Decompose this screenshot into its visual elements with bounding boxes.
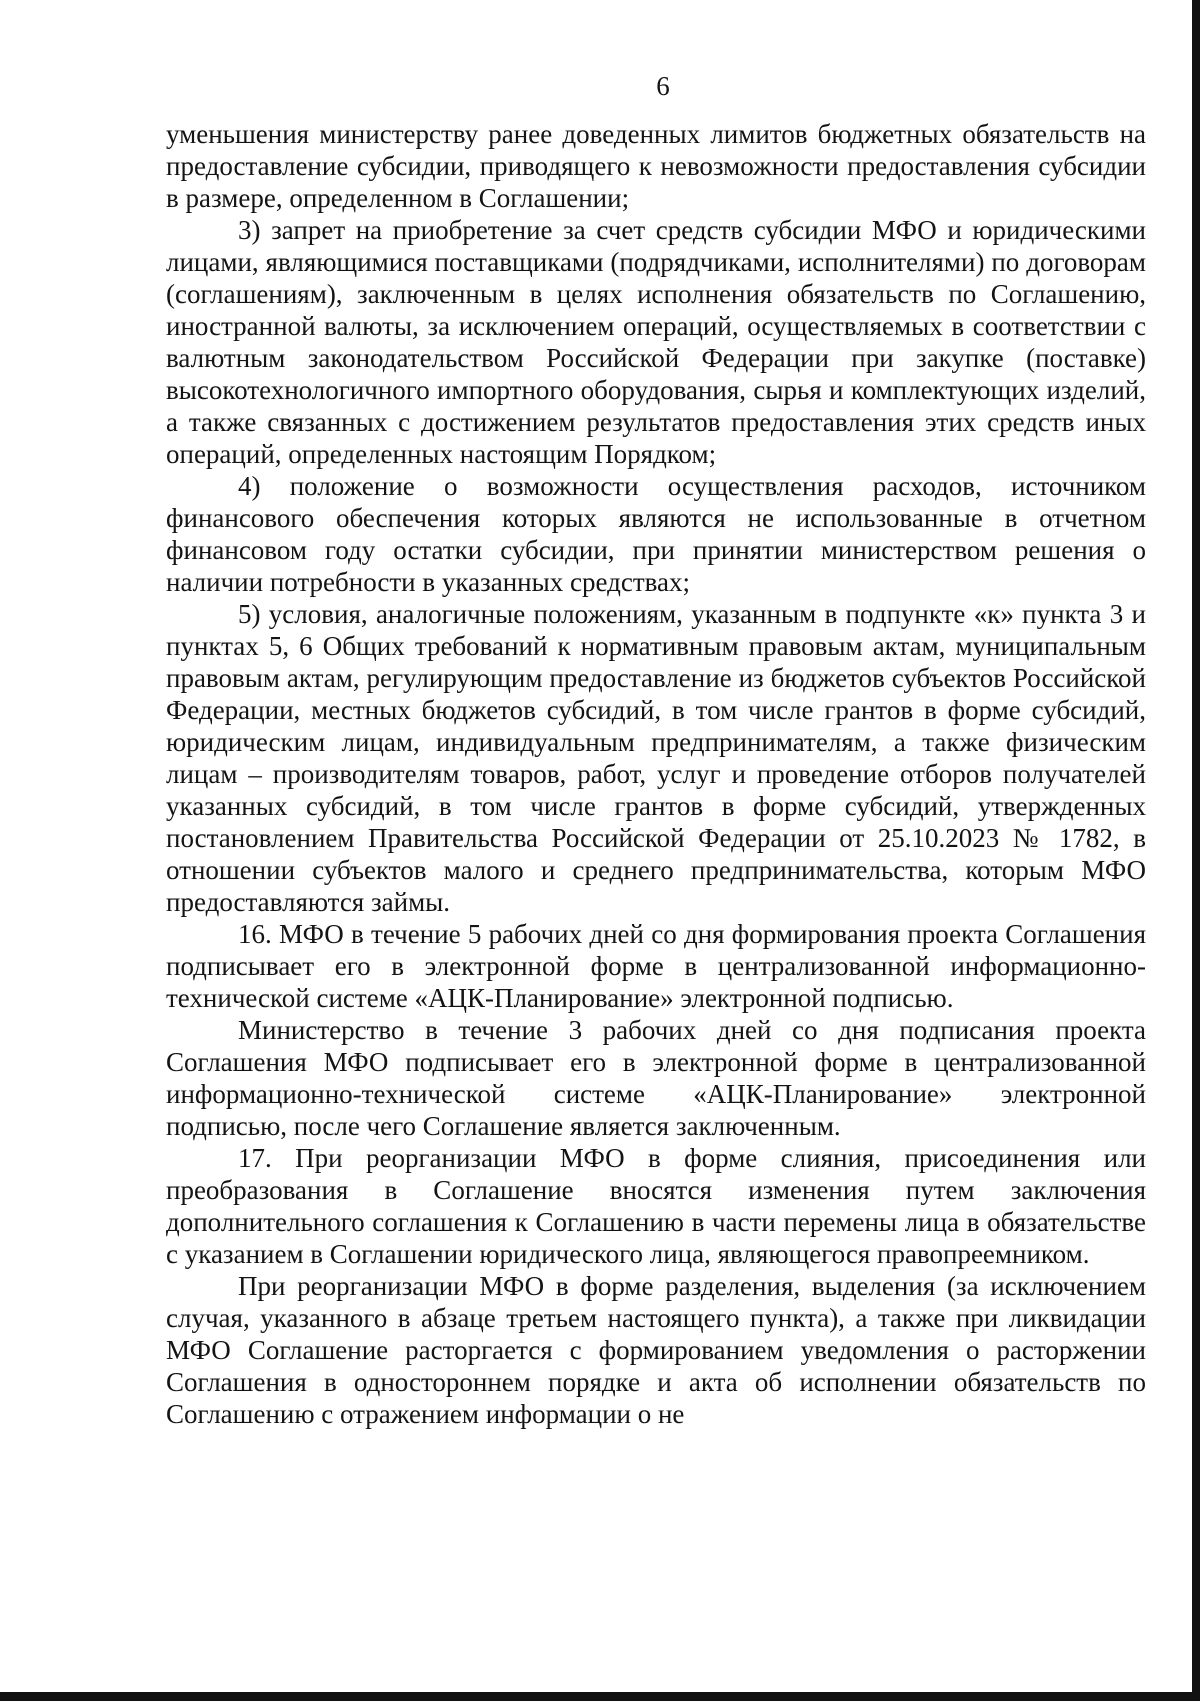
scan-border-right — [1192, 0, 1200, 1701]
paragraph-clause-16: 16. МФО в течение 5 рабочих дней со дня формирования проекта Соглашения подписывает его в электронной форме в централизованной информационно-технической системе «АЦК-Планирование» электронной подписью. — [166, 919, 1146, 1013]
page-number: 6 — [656, 71, 670, 101]
paragraph-item-4: 4) положение о возможности осуществления расходов, источником финансового обеспечения которых являются не использованные в отчетном финансовом году остатки субсидии, при принятии министерством решения о наличии потребности в указанных средствах; — [166, 471, 1146, 597]
paragraph-item-5: 5) условия, аналогичные положениям, указанным в подпункте «к» пункта 3 и пунктах 5, 6 Общих требований к нормативным правовым актам, муниципальным правовым актам, регулирующим предоставление из бюджетов субъектов Российской Федерации, местных бюджетов субсидий, в том числе грантов в форме субсидий, юридическим лицам, индивидуальным предпринимателям, а также физическим лицам – производителям товаров, работ, услуг и проведение отборов получателей указанных субсидий, в том числе грантов в форме субсидий, утвержденных постановлением Правительства Российской Федерации от 25.10.2023 № 1782, в отношении субъектов малого и среднего предпринимательства, которым МФО предоставляются займы. — [166, 599, 1146, 917]
paragraph-continuation: уменьшения министерству ранее доведенных лимитов бюджетных обязательств на предоставление субсидии, приводящего к невозможности предоставления субсидии в размере, определенном в Соглашении; — [166, 119, 1146, 213]
document-page — [166, 70, 1146, 1430]
paragraph-reorganization: При реорганизации МФО в форме разделения, выделения (за исключением случая, указанного в абзаце третьем настоящего пункта), а также при ликвидации МФО Соглашение расторгается с формированием уведомления о расторжении Соглашения в одностороннем порядке и акта об исполнении обязательств по Соглашению с отражением информации о не — [166, 1271, 1146, 1429]
scan-border-bottom — [0, 1692, 1200, 1701]
paragraph-item-3: 3) запрет на приобретение за счет средств субсидии МФО и юридическими лицами, являющимися поставщиками (подрядчиками, исполнителями) по договорам (соглашениям), заключенным в целях исполнения обязательств по Соглашению, иностранной валюты, за исключением операций, осуществляемых в соответствии с валютным законодательством Российской Федерации при закупке (поставке) высокотехнологичного импортного оборудования, сырья и комплектующих изделий, а также связанных с достижением результатов предоставления этих средств иных операций, определенных настоящим Порядком; — [166, 215, 1146, 469]
paragraph-ministry-signing: Министерство в течение 3 рабочих дней со дня подписания проекта Соглашения МФО подписывает его в электронной форме в централизованной информационно-технической системе «АЦК-Планирование» электронной подписью, после чего Соглашение является заключенным. — [166, 1015, 1146, 1141]
paragraph-clause-17: 17. При реорганизации МФО в форме слияния, присоединения или преобразования в Соглашение вносятся изменения путем заключения дополнительного соглашения к Соглашению в части перемены лица в обязательстве с указанием в Соглашении юридического лица, являющегося правопреемником. — [166, 1143, 1146, 1269]
